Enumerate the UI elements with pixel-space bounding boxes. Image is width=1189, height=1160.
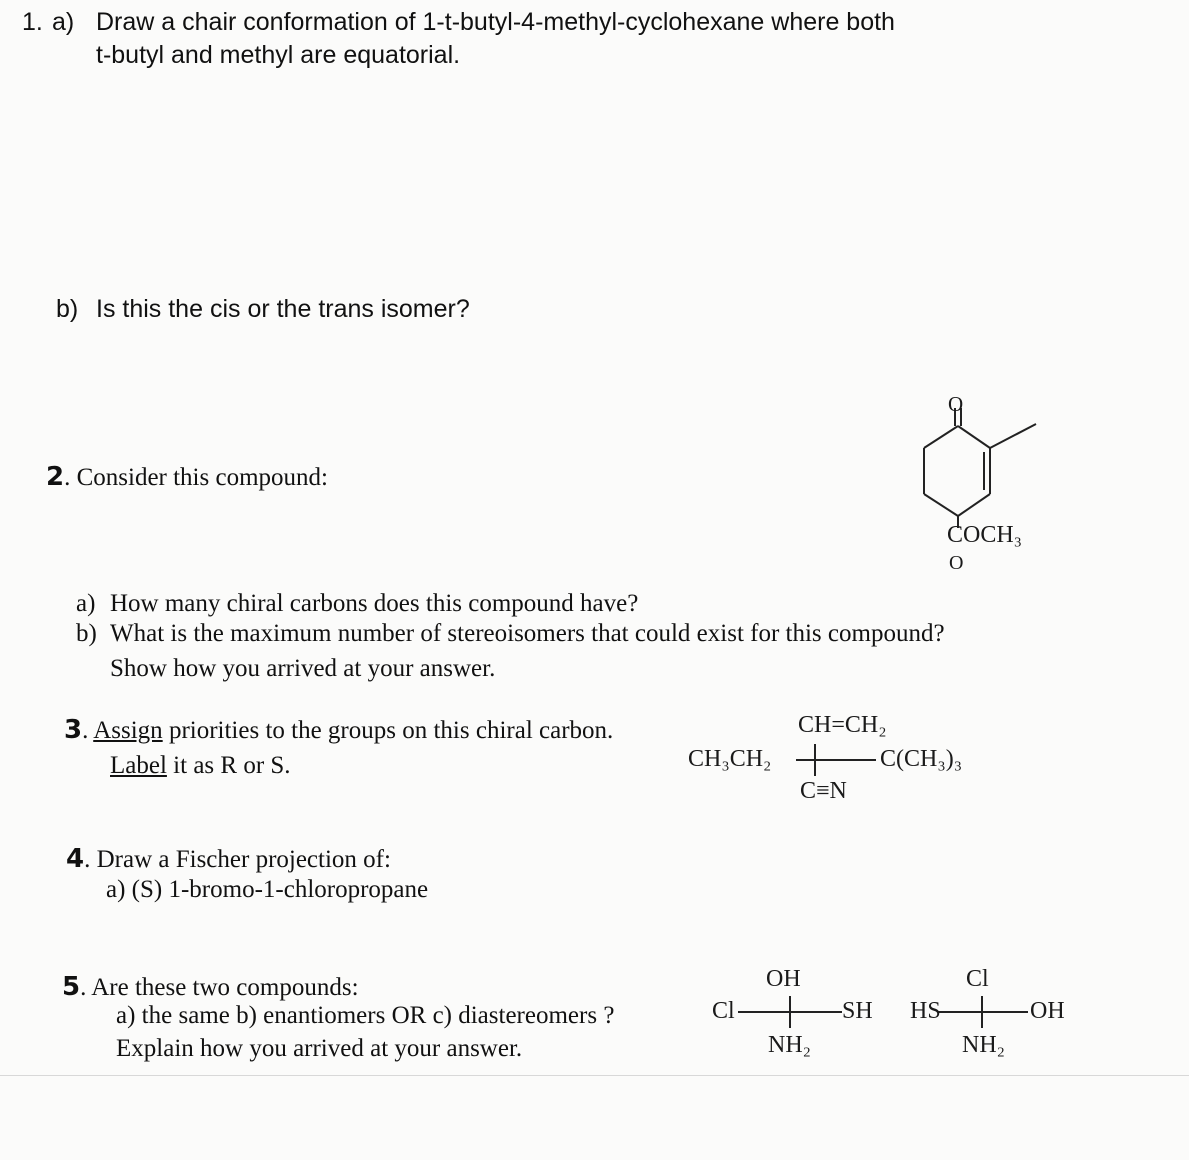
ring-bond-3 bbox=[958, 494, 990, 516]
q3-group-bottom: C≡N bbox=[800, 778, 847, 804]
q4-line1: 4. Draw a Fischer projection of: bbox=[66, 844, 391, 874]
q1b-label: b) bbox=[56, 295, 79, 323]
q5-line1: 5. Are these two compounds: bbox=[62, 972, 359, 1002]
q2-number: 2 bbox=[46, 462, 65, 492]
bottom-divider bbox=[0, 1075, 1189, 1076]
q2-ester-o: O bbox=[949, 552, 964, 574]
q5-c2-top: Cl bbox=[966, 966, 989, 992]
q2-ring-structure bbox=[924, 408, 1036, 528]
q5-number: 5 bbox=[62, 972, 81, 1002]
q3-group-left: CH₃CH₂ bbox=[688, 746, 772, 772]
q5-crosses bbox=[738, 996, 1028, 1028]
q4-line2: a) (S) 1-bromo-1-chloropropane bbox=[106, 876, 429, 903]
q3-group-right: C(CH₃)₃ bbox=[880, 746, 963, 772]
q4-number: 4 bbox=[66, 844, 85, 874]
q2b-label: b) bbox=[76, 620, 97, 647]
ring-bond-1 bbox=[958, 426, 990, 448]
q2-ester-label: COCH₃ bbox=[947, 522, 1023, 548]
q1a-line2: t-butyl and methyl are equatorial. bbox=[96, 41, 461, 69]
q1b-text: Is this the cis or the trans isomer? bbox=[96, 295, 470, 323]
q3-group-top: CH=CH₂ bbox=[798, 712, 887, 738]
q5-c2-right: OH bbox=[1030, 998, 1065, 1024]
ring-bond-6 bbox=[924, 426, 958, 448]
q3-label: Label bbox=[110, 752, 167, 779]
q3-line2: Label it as R or S. bbox=[110, 752, 291, 779]
ring-bond-4 bbox=[924, 494, 958, 516]
q5-c2-bottom: NH₂ bbox=[962, 1032, 1006, 1058]
q2a-label: a) bbox=[76, 590, 96, 617]
q1a-label: a) bbox=[52, 8, 75, 36]
q5-line2: a) the same b) enantiomers OR c) diastereomers ? bbox=[116, 1002, 615, 1029]
q5-line3: Explain how you arrived at your answer. bbox=[116, 1035, 523, 1062]
q3-assign: Assign bbox=[93, 717, 163, 744]
q2-carbonyl-o: O bbox=[948, 392, 964, 416]
q3-line1: 3. Assign priorities to the groups on this chiral carbon. bbox=[64, 715, 614, 745]
q5-c1-top: OH bbox=[766, 966, 801, 992]
q1-number: 1. bbox=[22, 8, 43, 36]
q2b-line1: What is the maximum number of stereoisomers that could exist for this compound? bbox=[110, 620, 945, 647]
q5-c2-left: HS bbox=[910, 998, 941, 1024]
q2a-text: How many chiral carbons does this compound have? bbox=[110, 590, 639, 617]
q3-number: 3 bbox=[64, 715, 83, 745]
q5-c1-left: Cl bbox=[712, 998, 735, 1024]
q5-c1-bottom: NH₂ bbox=[768, 1032, 812, 1058]
methyl-bond bbox=[990, 424, 1036, 448]
q1a-line1: Draw a chair conformation of 1-t-butyl-4-methyl-cyclohexane where both bbox=[96, 8, 895, 36]
q5-c1-right: SH bbox=[842, 998, 873, 1024]
q2-intro: . Consider this compound: bbox=[64, 464, 328, 491]
q3-cross bbox=[796, 744, 876, 776]
q2b-line2: Show how you arrived at your answer. bbox=[110, 655, 496, 682]
